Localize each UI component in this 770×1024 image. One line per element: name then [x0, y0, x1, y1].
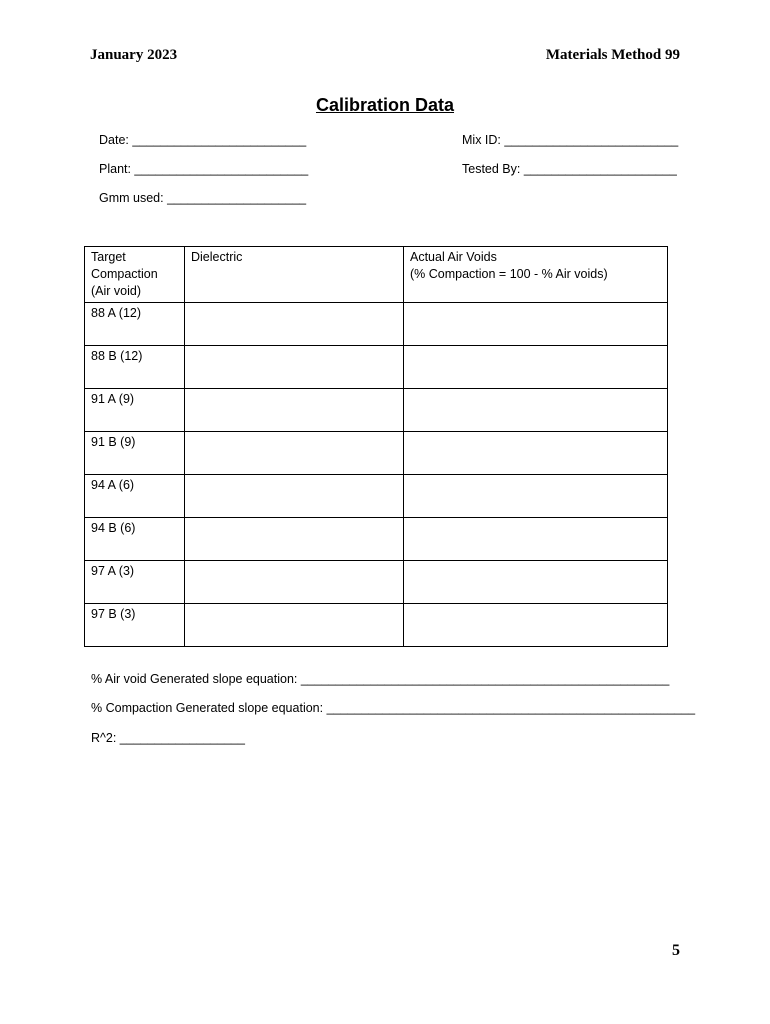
- page-number: 5: [672, 942, 680, 959]
- target-header-line: Compaction: [91, 267, 158, 281]
- r-squared-field[interactable]: R^2: __________________: [91, 731, 245, 745]
- gmm-used-field[interactable]: Gmm used: ____________________: [99, 191, 307, 205]
- target-cell: 97 B (3): [85, 604, 185, 647]
- air-void-slope-equation-field[interactable]: % Air void Generated slope equation: _____________________________________________________: [91, 672, 670, 686]
- dielectric-cell[interactable]: [185, 389, 404, 432]
- dielectric-cell[interactable]: [185, 346, 404, 389]
- table-row: [85, 389, 668, 432]
- compaction-slope-equation-field[interactable]: % Compaction Generated slope equation: _____________________________________________________: [91, 701, 696, 715]
- air-voids-cell[interactable]: [404, 303, 668, 346]
- target-cell: 91 B (9): [85, 432, 185, 475]
- table-row: [85, 561, 668, 604]
- date-field[interactable]: Date: _________________________: [99, 133, 307, 147]
- table-header-row: [85, 247, 668, 303]
- air-voids-cell[interactable]: [404, 432, 668, 475]
- dielectric-header: Dielectric: [185, 247, 404, 303]
- target-cell: 94 A (6): [85, 475, 185, 518]
- target-cell: 88 A (12): [85, 303, 185, 346]
- air-voids-cell[interactable]: [404, 389, 668, 432]
- target-header-line: Target: [91, 250, 126, 264]
- actual-header-line: Actual Air Voids: [410, 250, 497, 264]
- dielectric-cell[interactable]: [185, 561, 404, 604]
- dielectric-cell[interactable]: [185, 604, 404, 647]
- page-title: Calibration Data: [315, 95, 455, 115]
- table-row: [85, 346, 668, 389]
- target-cell: 88 B (12): [85, 346, 185, 389]
- table-row: [85, 432, 668, 475]
- header-method: Materials Method 99: [545, 47, 680, 63]
- target-header-line: (Air void): [91, 284, 142, 298]
- table-row: [85, 303, 668, 346]
- tested-by-field[interactable]: Tested By: ______________________: [462, 162, 677, 176]
- actual-header-line: (% Compaction = 100 - % Air voids): [410, 267, 608, 281]
- dielectric-cell[interactable]: [185, 475, 404, 518]
- header-date: January 2023: [90, 47, 178, 63]
- dielectric-cell[interactable]: [185, 303, 404, 346]
- target-cell: 97 A (3): [85, 561, 185, 604]
- table-row: [85, 604, 668, 647]
- mix-id-field[interactable]: Mix ID: _________________________: [462, 133, 679, 147]
- dielectric-cell[interactable]: [185, 518, 404, 561]
- target-cell: 91 A (9): [85, 389, 185, 432]
- air-voids-cell[interactable]: [404, 346, 668, 389]
- calibration-table: [84, 246, 668, 647]
- target-cell: 94 B (6): [85, 518, 185, 561]
- table-row: [85, 475, 668, 518]
- air-voids-cell[interactable]: [404, 561, 668, 604]
- dielectric-cell[interactable]: [185, 432, 404, 475]
- air-voids-cell[interactable]: [404, 475, 668, 518]
- actual-air-voids-header: [404, 247, 668, 303]
- plant-field[interactable]: Plant: _________________________: [99, 162, 309, 176]
- air-voids-cell[interactable]: [404, 518, 668, 561]
- target-compaction-header: [85, 247, 185, 303]
- air-voids-cell[interactable]: [404, 604, 668, 647]
- table-row: [85, 518, 668, 561]
